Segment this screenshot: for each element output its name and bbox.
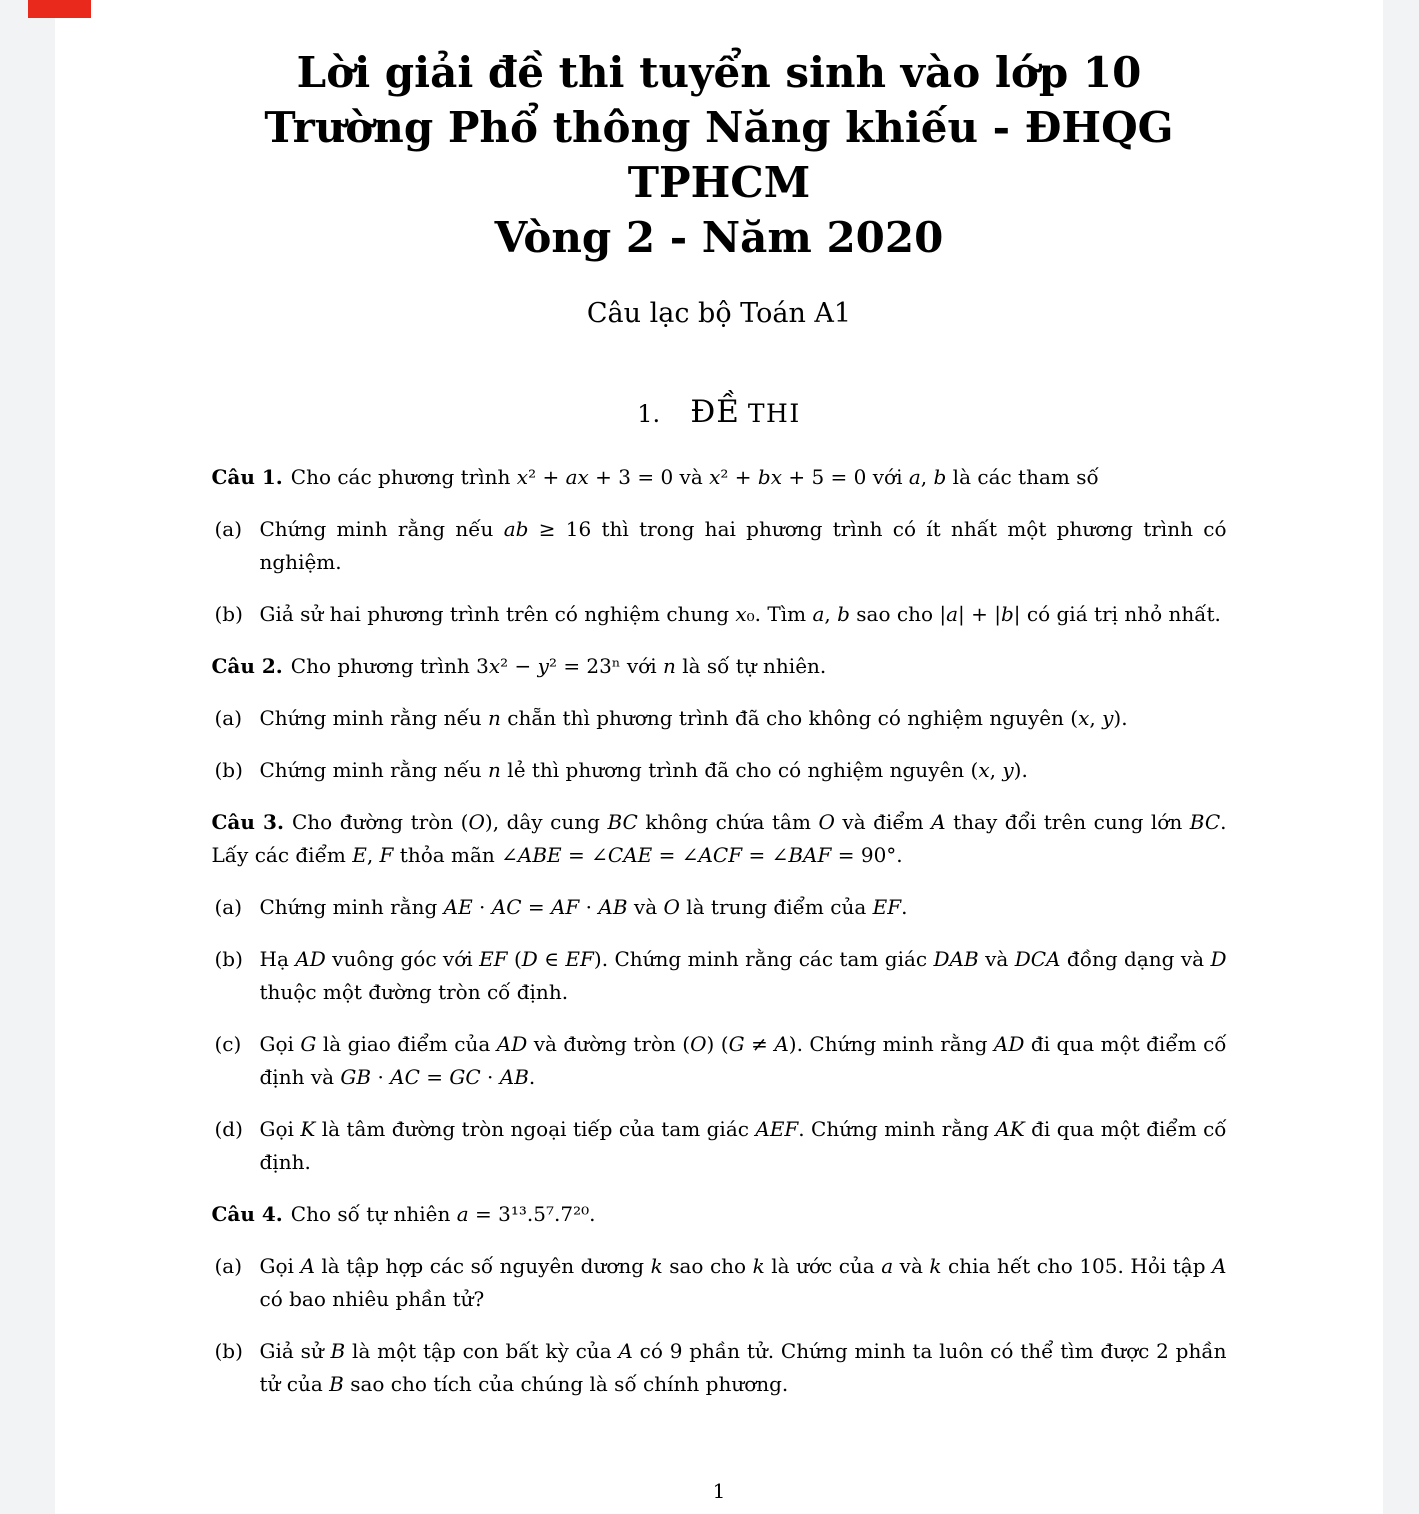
title-line: Vòng 2 - Năm 2020: [494, 213, 944, 262]
title-line: Lời giải đề thi tuyển sinh vào lớp 10: [296, 48, 1142, 97]
section-title-small: THI: [747, 399, 801, 428]
item-marker: (b): [214, 947, 243, 971]
item-row: [212, 1250, 1227, 1316]
item-marker: (b): [214, 1339, 243, 1363]
item-marker: (d): [214, 1117, 243, 1141]
problem-block: [212, 1198, 1227, 1401]
problem-items: [212, 702, 1227, 787]
item-marker: (a): [214, 517, 243, 541]
left-gutter-margin: [0, 0, 55, 1514]
right-gutter-margin: [1383, 0, 1419, 1514]
item-text: Hạ AD vuông góc với EF (D ∈ EF). Chứng minh rằng các tam giác DAB và DCA đồng dạng và D thuộc một đường tròn cố định.: [259, 947, 1227, 1004]
problem-items: [212, 1250, 1227, 1401]
author-line: Câu lạc bộ Toán A1: [586, 298, 852, 329]
problem-label: Câu 2.: [211, 654, 283, 678]
problem-statement: [212, 650, 1227, 683]
title-line: TPHCM: [627, 158, 811, 207]
item-row: [212, 1335, 1227, 1401]
problem-items: [212, 513, 1227, 631]
problem-statement-text: Cho phương trình 3x² − y² = 23ⁿ với n là số tự nhiên.: [290, 654, 827, 678]
page-number: 1: [712, 1479, 726, 1503]
item-row: [212, 598, 1227, 631]
item-marker: (c): [214, 1032, 242, 1056]
item-row: [212, 513, 1227, 579]
problem-statement: [212, 806, 1227, 872]
document-page: [55, 0, 1383, 1514]
document-content: [212, 0, 1227, 1401]
item-text: Gọi K là tâm đường tròn ngoại tiếp của tam giác AEF. Chứng minh rằng AK đi qua một điểm cố định.: [259, 1117, 1227, 1174]
section-title-large: ĐỀ: [690, 394, 740, 430]
item-row: [212, 891, 1227, 924]
red-marker: [28, 0, 91, 18]
title-line: Trường Phổ thông Năng khiếu - ĐHQG: [264, 103, 1174, 152]
item-text: Giả sử hai phương trình trên có nghiệm chung x₀. Tìm a, b sao cho |a| + |b| có giá trị nhỏ nhất.: [259, 602, 1221, 626]
item-text: Giả sử B là một tập con bất kỳ của A có 9 phần tử. Chứng minh ta luôn có thể tìm được 2 phần tử của B sao cho tích của chúng là số chính phương.: [259, 1339, 1227, 1396]
problem-statement: [212, 461, 1227, 494]
problem-statement-text: Cho số tự nhiên a = 3¹³.5⁷.7²⁰.: [290, 1202, 596, 1226]
problem-label: Câu 4.: [211, 1202, 283, 1226]
section-number: 1.: [637, 400, 661, 428]
item-marker: (a): [214, 1254, 243, 1278]
item-row: [212, 702, 1227, 735]
item-marker: (a): [214, 895, 243, 919]
item-text: Chứng minh rằng nếu n chẵn thì phương trình đã cho không có nghiệm nguyên (x, y).: [259, 706, 1128, 730]
item-text: Chứng minh rằng AE · AC = AF · AB và O là trung điểm của EF.: [259, 895, 908, 919]
problem-statement: [212, 1198, 1227, 1231]
document-title: [212, 45, 1227, 265]
item-text: Chứng minh rằng nếu n lẻ thì phương trình đã cho có nghiệm nguyên (x, y).: [259, 758, 1028, 782]
item-row: [212, 754, 1227, 787]
item-text: Gọi G là giao điểm của AD và đường tròn (O) (G ≠ A). Chứng minh rằng AD đi qua một điểm cố định và GB · AC = GC · AB.: [259, 1032, 1227, 1089]
problem-block: [212, 650, 1227, 787]
item-text: Gọi A là tập hợp các số nguyên dương k sao cho k là ước của a và k chia hết cho 105. Hỏi tập A có bao nhiêu phần tử?: [259, 1254, 1227, 1311]
problem-statement-text: Cho đường tròn (O), dây cung BC không chứa tâm O và điểm A thay đổi trên cung lớn BC. Lấy các điểm E, F thỏa mãn ∠ABE = ∠CAE = ∠ACF = ∠BAF = 90°.: [211, 810, 1227, 867]
problem-block: [212, 806, 1227, 1179]
problem-label: Câu 1.: [211, 465, 283, 489]
problem-statement-text: Cho các phương trình x² + ax + 3 = 0 và x² + bx + 5 = 0 với a, b là các tham số: [290, 465, 1099, 489]
section-heading: [212, 390, 1227, 437]
item-row: [212, 1028, 1227, 1094]
item-text: Chứng minh rằng nếu ab ≥ 16 thì trong hai phương trình có ít nhất một phương trình có nghiệm.: [259, 517, 1227, 574]
item-row: [212, 1113, 1227, 1179]
item-marker: (b): [214, 758, 243, 782]
problem-block: [212, 461, 1227, 631]
problem-items: [212, 891, 1227, 1179]
item-row: [212, 943, 1227, 1009]
item-marker: (b): [214, 602, 243, 626]
problems: [212, 461, 1227, 1401]
item-marker: (a): [214, 706, 243, 730]
problem-label: Câu 3.: [211, 810, 284, 834]
